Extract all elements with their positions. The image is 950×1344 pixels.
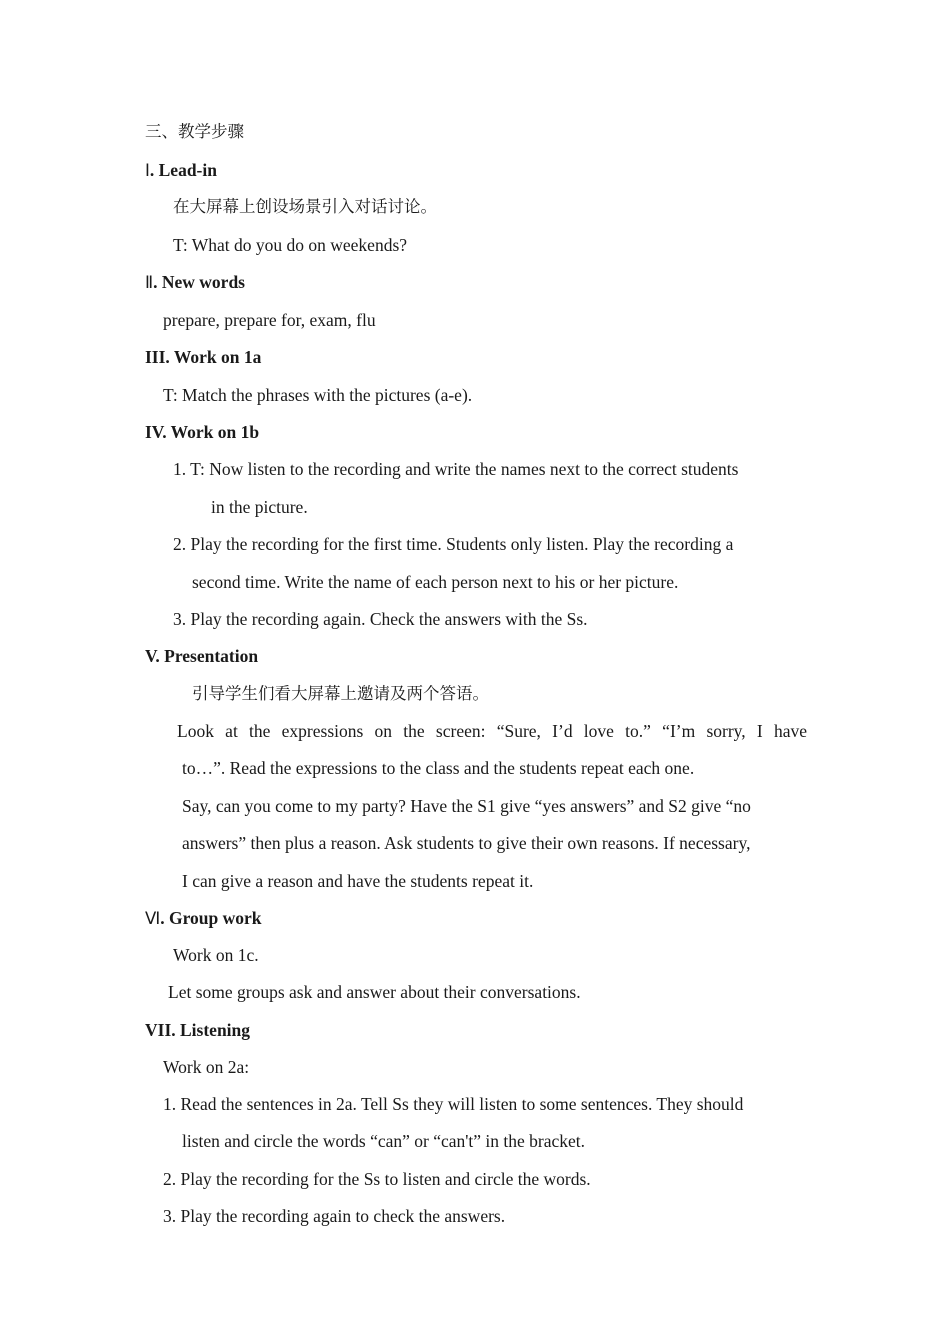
presentation-paragraph-1-cont: to…”. Read the expressions to the class and the students repeat each one. <box>182 758 695 778</box>
work-1b-item-1: 1. T: Now listen to the recording and write the names next to the correct students <box>173 459 739 479</box>
heading-numeral: Ⅰ <box>145 161 150 180</box>
section-heading: 三、教学步骤 <box>145 122 244 141</box>
heading-numeral: Ⅱ <box>145 273 154 292</box>
heading-listening: VII. Listening <box>145 1020 251 1040</box>
heading-presentation: V. Presentation <box>145 646 259 666</box>
listening-item-1-cont: listen and circle the words “can” or “can't” in the bracket. <box>182 1131 586 1151</box>
heading-group-work <box>145 906 262 931</box>
heading-text: . Group work <box>160 908 262 928</box>
work-1a-text: T: Match the phrases with the pictures (a-e). <box>163 385 473 405</box>
presentation-paragraph-2-end: I can give a reason and have the students repeat it. <box>182 871 534 891</box>
presentation-paragraph-1: Look at the expressions on the screen: “Sure, I’d love to.” “I’m sorry, I have <box>177 721 807 741</box>
listening-item-1: 1. Read the sentences in 2a. Tell Ss they will listen to some sentences. They should <box>163 1094 744 1114</box>
heading-text: . New words <box>153 272 245 292</box>
group-work-task: Work on 1c. <box>173 945 259 965</box>
heading-work-1a: III. Work on 1a <box>145 347 262 367</box>
presentation-paragraph-2: Say, can you come to my party? Have the S1 give “yes answers” and S2 give “no <box>182 796 751 816</box>
listening-item-2: 2. Play the recording for the Ss to listen and circle the words. <box>163 1169 591 1189</box>
heading-lead-in <box>145 158 217 183</box>
work-1b-item-1-cont: in the picture. <box>211 497 308 517</box>
heading-new-words <box>145 270 245 295</box>
heading-numeral: Ⅵ <box>145 909 161 928</box>
work-1b-item-2: 2. Play the recording for the first time. Students only listen. Play the recording a <box>173 534 734 554</box>
presentation-instruction: 引导学生们看大屏幕上邀请及两个答语。 <box>192 684 489 703</box>
work-1b-item-3: 3. Play the recording again. Check the answers with the Ss. <box>173 609 588 629</box>
lead-in-question: T: What do you do on weekends? <box>173 235 408 255</box>
group-work-text: Let some groups ask and answer about their conversations. <box>168 982 581 1002</box>
lead-in-text: 在大屏幕上创设场景引入对话讨论。 <box>173 197 437 216</box>
work-1b-item-2-cont: second time. Write the name of each person next to his or her picture. <box>192 572 679 592</box>
heading-text: . Lead-in <box>149 160 217 180</box>
heading-work-1b: IV. Work on 1b <box>145 422 260 442</box>
listening-task: Work on 2a: <box>163 1057 250 1077</box>
new-words-list: prepare, prepare for, exam, flu <box>163 310 376 330</box>
listening-item-3: 3. Play the recording again to check the answers. <box>163 1206 506 1226</box>
presentation-paragraph-2-cont: answers” then plus a reason. Ask students to give their own reasons. If necessary, <box>182 833 751 853</box>
